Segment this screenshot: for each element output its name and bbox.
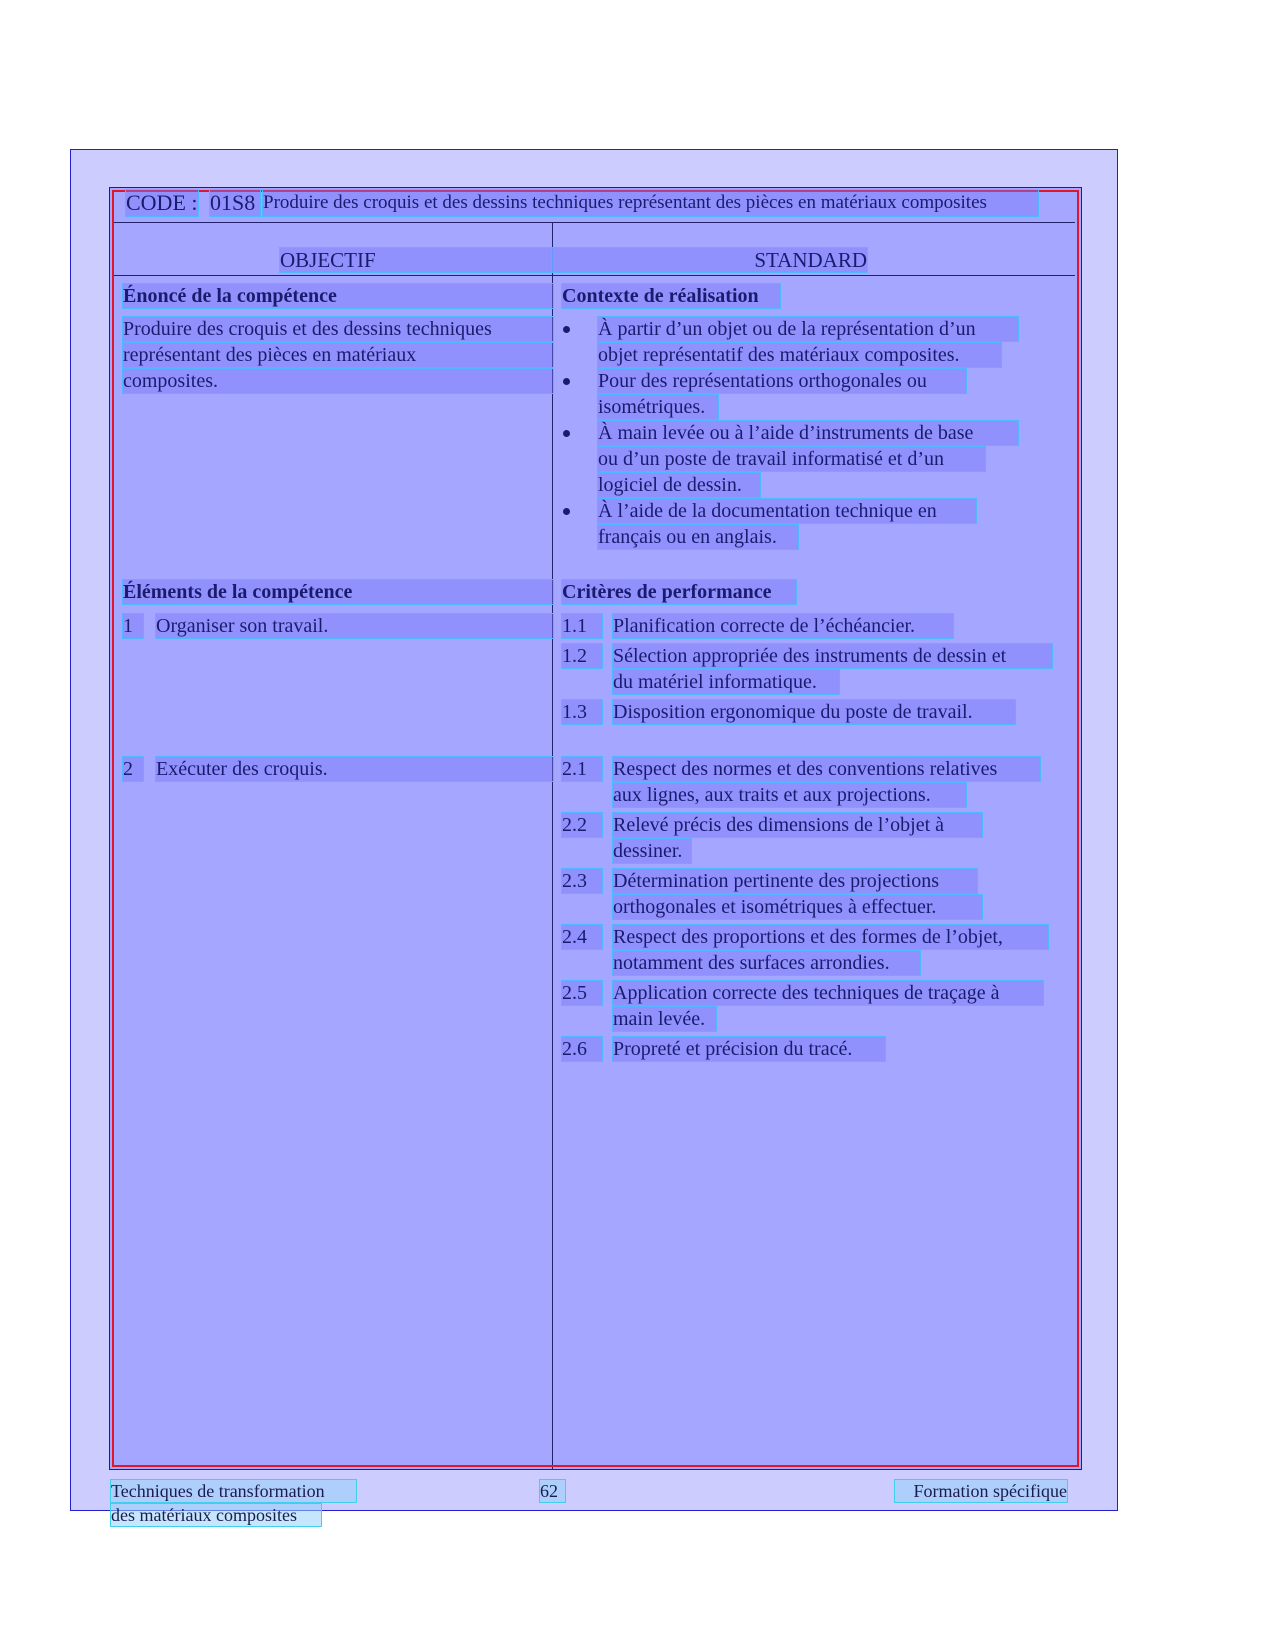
critere-line: orthogonales et isométriques à effectuer.: [613, 895, 982, 919]
critere-number: 1.3: [562, 700, 602, 724]
contexte-bullet-line: français ou en anglais.: [598, 525, 798, 549]
critere-line: du matériel informatique.: [613, 670, 839, 694]
enonce-line: Produire des croquis et des dessins techniques: [123, 317, 553, 341]
critere-line: Respect des proportions et des formes de l’objet,: [613, 925, 1048, 949]
critere-line: Planification correcte de l’échéancier.: [613, 614, 953, 638]
enonce-line: représentant des pièces en matériaux: [123, 343, 553, 367]
bullet-dot-icon: [563, 378, 570, 385]
contexte-bullet-line: logiciel de dessin.: [598, 473, 760, 497]
footer-program-line2: des matériaux composites: [111, 1504, 321, 1526]
critere-line: Application correcte des techniques de traçage à: [613, 981, 1043, 1005]
critere-line: Disposition ergonomique du poste de travail.: [613, 700, 1015, 724]
critere-line: dessiner.: [613, 839, 691, 863]
critere-line: Sélection appropriée des instruments de dessin et: [613, 644, 1052, 668]
critere-line: main levée.: [613, 1007, 716, 1031]
competence-title: Produire des croquis et des dessins techniques représentant des pièces en matériaux composites: [263, 190, 1038, 216]
critere-number: 2.5: [562, 981, 602, 1005]
footer-page-number: 62: [540, 1480, 565, 1502]
contexte-bullet-line: Pour des représentations orthogonales ou: [598, 369, 966, 393]
contexte-bullet-line: ou d’un poste de travail informatisé et d’un: [598, 447, 985, 471]
bullet-dot-icon: [563, 326, 570, 333]
critere-number: 2.4: [562, 925, 602, 949]
footer-section: Formation spécifique: [895, 1480, 1067, 1502]
critere-line: notamment des surfaces arrondies.: [613, 951, 920, 975]
critere-line: aux lignes, aux traits et aux projections.: [613, 783, 966, 807]
contexte-bullet-line: À partir d’un objet ou de la représentation d’un: [598, 317, 1018, 341]
critere-number: 2.6: [562, 1037, 602, 1061]
critere-number: 2.3: [562, 869, 602, 893]
footer-program-line1: Techniques de transformation: [111, 1480, 356, 1502]
contexte-heading: Contexte de réalisation: [562, 284, 780, 308]
column-header-standard: STANDARD: [552, 248, 867, 272]
element-number: 2: [123, 757, 143, 781]
code-value: 01S8: [210, 190, 260, 216]
critere-number: 1.1: [562, 614, 602, 638]
element-text: Organiser son travail.: [156, 614, 553, 638]
bullet-dot-icon: [563, 430, 570, 437]
elements-heading: Éléments de la compétence: [123, 580, 553, 604]
column-divider: [552, 222, 553, 1470]
critere-number: 2.1: [562, 757, 602, 781]
column-header-rule: [112, 275, 1075, 276]
bullet-dot-icon: [563, 508, 570, 515]
contexte-bullet-line: isométriques.: [598, 395, 718, 419]
criteres-heading: Critères de performance: [562, 580, 796, 604]
critere-line: Détermination pertinente des projections: [613, 869, 977, 893]
critere-line: Relevé précis des dimensions de l’objet à: [613, 813, 982, 837]
enonce-line: composites.: [123, 369, 553, 393]
critere-number: 1.2: [562, 644, 602, 668]
critere-line: Respect des normes et des conventions relatives: [613, 757, 1040, 781]
element-number: 1: [123, 614, 143, 638]
element-text: Exécuter des croquis.: [156, 757, 553, 781]
enonce-heading: Énoncé de la compétence: [123, 284, 553, 308]
critere-number: 2.2: [562, 813, 602, 837]
contexte-bullet-line: objet représentatif des matériaux composites.: [598, 343, 1001, 367]
contexte-bullet-line: À main levée ou à l’aide d’instruments de base: [598, 421, 1018, 445]
contexte-bullet-line: À l’aide de la documentation technique en: [598, 499, 976, 523]
critere-line: Propreté et précision du tracé.: [613, 1037, 885, 1061]
code-label: CODE :: [126, 190, 198, 215]
column-header-objectif: OBJECTIF: [280, 248, 552, 272]
header-rule: [112, 222, 1075, 223]
